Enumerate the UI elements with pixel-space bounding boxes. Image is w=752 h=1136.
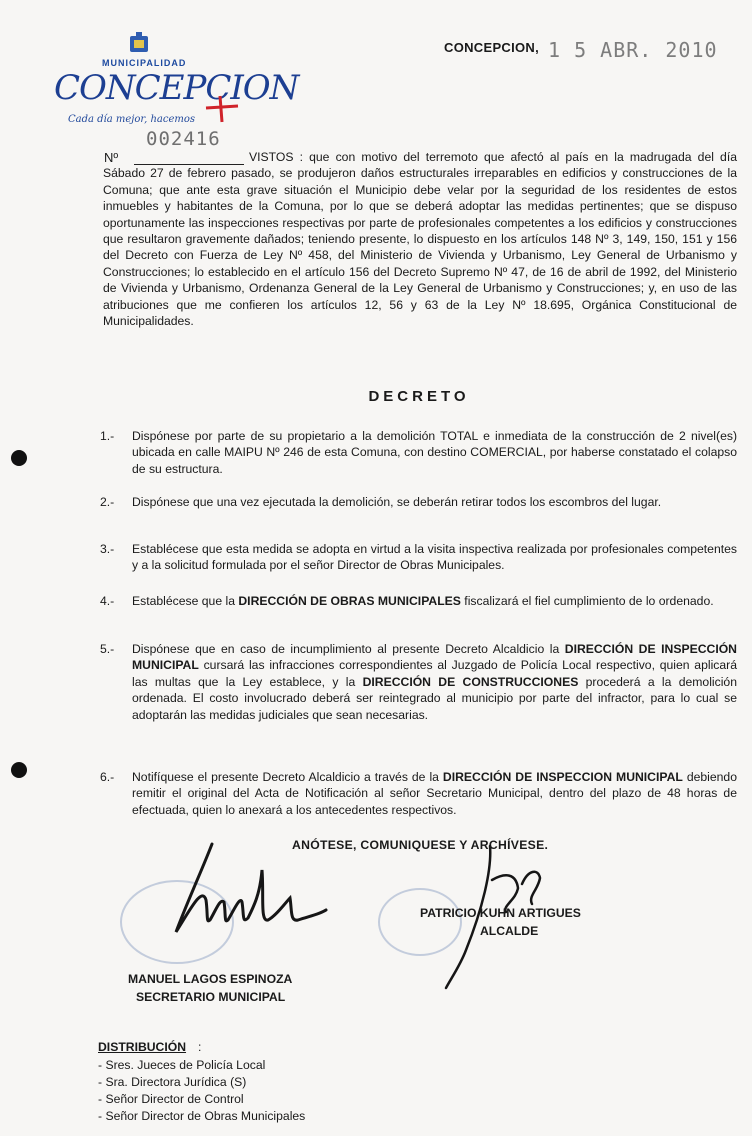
item-number: 5.- <box>100 642 115 656</box>
decree-number-label: Nº <box>104 150 119 165</box>
list-item: - Señor Director de Control <box>98 1092 244 1106</box>
coat-of-arms-icon <box>128 32 150 56</box>
item-segment: debiendo remitir el original del Acta de Notificación al señor Secretario Municipal, dentro del plazo de 48 horas de efectuada, quien lo anexará a los antecedentes respectivos. <box>132 770 737 817</box>
decreto-heading: DECRETO <box>368 388 470 405</box>
list-item: - Señor Director de Obras Municipales <box>98 1109 306 1123</box>
list-item: - Sra. Directora Jurídica (S) <box>98 1075 247 1089</box>
item-text <box>132 641 737 723</box>
item-segment: Dispónese que en caso de incumplimiento al presente Decreto Alcaldicio la <box>132 642 565 656</box>
item-emphasis: DIRECCIÓN DE INSPECCION MUNICIPAL <box>442 770 683 784</box>
item-text <box>132 428 737 477</box>
item-segment: Establécese que esta medida se adopta en virtud a la visita inspectiva realizada por profesionales competentes y a la solicitud formulada por el señor Director de Obras Municipales. <box>132 542 737 573</box>
item-number: 2.- <box>100 495 115 509</box>
item-segment: procederá a la demolición ordenada. El costo involucrado deberá ser reintegrado al municipio por parte del infractor, para lo cual se adoptarán las medidas judiciales que sean necesarias. <box>132 674 737 722</box>
item-segment: Notifíquese el presente Decreto Alcaldicio a través de la <box>132 770 443 784</box>
red-cross-icon <box>202 94 242 124</box>
vistos-paragraph: VISTOS : que con motivo del terremoto que afectó al país en la madrugada del día Sábado 27 de febrero pasado, se produjeron daños estructurales irreparables en edificios y construcciones de la Comuna; que ante esta grave situación el Municipio debe velar por la seguridad de los residentes de estos inmuebles y habitantes de la Comuna, por lo que se deberá adoptar las medidas pertinentes; que se dispuso oportunamente las inspecciones respectivas por parte de profesionales competentes a los edificios y construcciones que resultaron gravemente dañados; teniendo presente, lo dispuesto en los artículos 148 Nº 3, 149, 150, 151 y 156 del Decreto con Fuerza de Ley Nº 458, del Ministerio de Vivienda y Urbanismo, Ley General de Urbanismo y Construcciones; lo establecido en el artículo 156 del Decreto Supremo Nº 47, de 16 de abril de 1992, del Ministerio de Vivienda y Urbanismo, Ordenanza General de la Ley General de Urbanismo y Construcciones; y, en uso de las atribuciones que me confieren los artículos 12, 56 y 63 de la Ley Nº 18.695, Orgánica Constitucional de Municipalidades. <box>103 150 737 329</box>
municipality-logo <box>54 28 299 138</box>
alcalde-name: PATRICIO KUHN ARTIGUES <box>420 906 581 920</box>
distribucion-colon: : <box>198 1040 202 1054</box>
item-emphasis: DIRECCIÓN DE CONSTRUCCIONES <box>362 674 579 689</box>
item-emphasis: DIRECCIÓN DE OBRAS MUNICIPALES <box>238 594 461 608</box>
decree-item <box>100 593 737 609</box>
logo-tagline: Cada día mejor, hacemos <box>68 114 196 125</box>
decree-number-stamp: 002416 <box>146 128 221 150</box>
item-text <box>132 769 737 818</box>
decree-item <box>100 769 737 818</box>
item-number: 1.- <box>100 429 115 443</box>
punch-hole <box>11 450 27 466</box>
item-text <box>132 494 737 510</box>
item-text <box>132 593 737 609</box>
item-segment: fiscalizará el fiel cumplimiento de lo ordenado. <box>460 594 714 608</box>
item-number: 4.- <box>100 594 115 608</box>
item-segment: Dispónese que una vez ejecutada la demolición, se deberán retirar todos los escombros del lugar. <box>132 495 662 509</box>
decree-item <box>100 641 737 723</box>
logo-municipalidad-text: MUNICIPALIDAD <box>102 58 187 68</box>
item-number: 3.- <box>100 542 115 556</box>
decree-item <box>100 428 737 477</box>
secretario-title: SECRETARIO MUNICIPAL <box>136 990 286 1004</box>
logo-name-text: CONCEPCION <box>54 68 299 108</box>
city-label: CONCEPCION, <box>444 40 540 55</box>
item-segment: Dispónese por parte de su propietario a la demolición TOTAL e inmediata de la construcción de 2 nivel(es) ubicada en calle MAIPU Nº 246 de esta Comuna, con destino COMERCIAL, por haberse constatado el colapso de su estructura. <box>132 429 737 476</box>
secretario-signature <box>150 840 350 950</box>
punch-hole <box>11 762 27 778</box>
list-item: - Sres. Jueces de Policía Local <box>98 1058 266 1072</box>
secretario-name: MANUEL LAGOS ESPINOZA <box>128 972 293 986</box>
decree-item <box>100 494 737 510</box>
distribucion-heading: DISTRIBUCIÓN <box>98 1040 187 1054</box>
closing-formula: ANÓTESE, COMUNIQUESE Y ARCHÍVESE. <box>292 838 549 852</box>
decree-item <box>100 541 737 574</box>
item-segment: Establécese que la <box>132 594 239 608</box>
distribucion-list <box>98 1057 305 1125</box>
date-stamp: 1 5 ABR. 2010 <box>548 38 718 62</box>
item-text <box>132 541 737 574</box>
item-number: 6.- <box>100 770 115 784</box>
item-segment: cursará las infracciones correspondientes al Juzgado de Policía Local respectivo, quien aplicará las multas que la Ley establece, y la <box>132 658 737 689</box>
item-emphasis: DIRECCIÓN DE INSPECCIÓN MUNICIPAL <box>132 642 737 673</box>
alcalde-title: ALCALDE <box>480 924 539 938</box>
